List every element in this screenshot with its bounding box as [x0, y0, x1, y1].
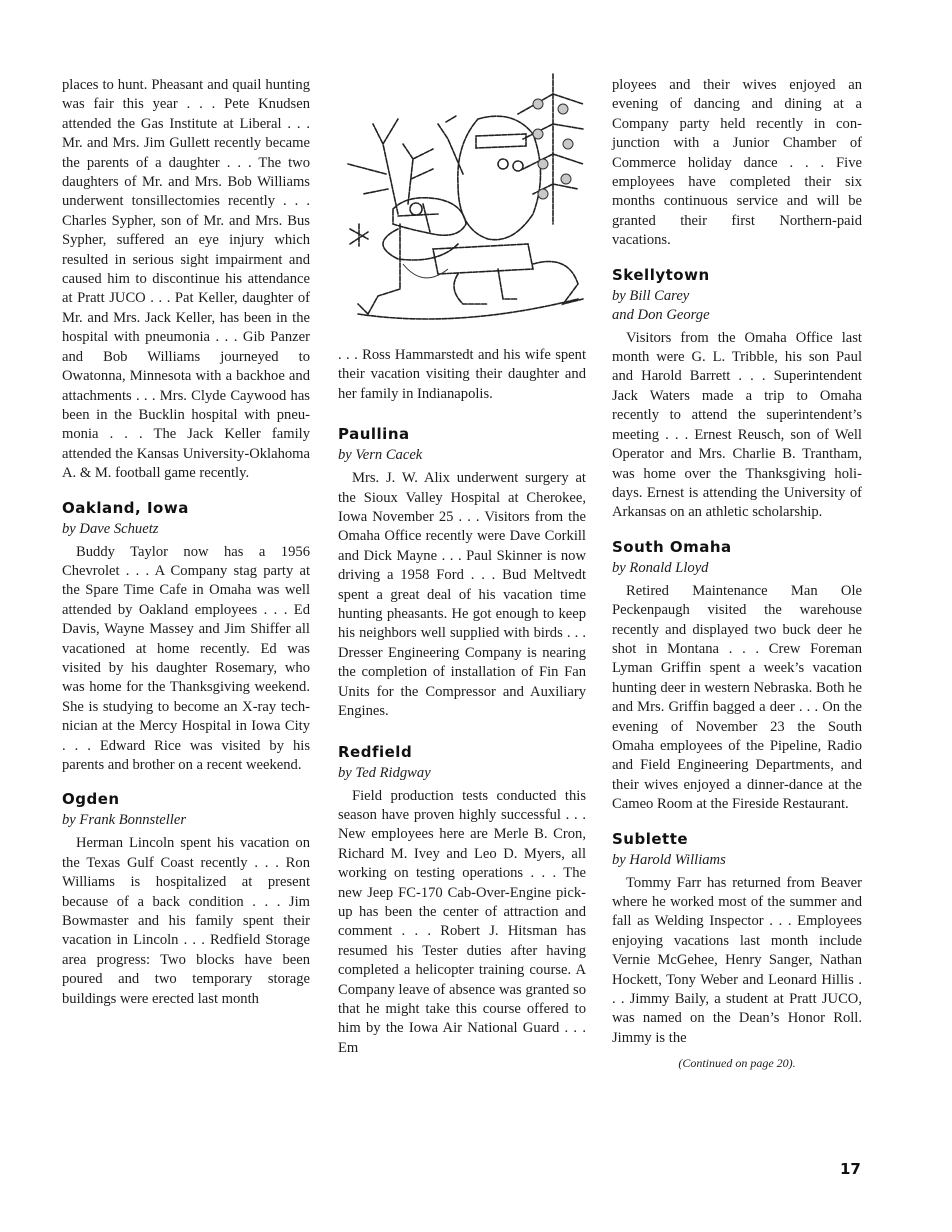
section-byline-line1: by Bill Carey [612, 287, 690, 304]
section-body: Buddy Taylor now has a 1956 Chevrolet . . . A Company stag party at the Spare Time Cafe in Omaha was well attended by Oakland employees . . . Ed Davis, Wayne Massey and Jim Shiffer all vacationed at home recently. Ed was visited by his daughter Rosemary, who was home for the Thanksgiving weekend. She is studying to become an X-ray technician at the Mercy Hospital in Iowa City . . . Edward Rice was visited by his parents and brother on a recent weekend. [62, 543, 310, 773]
continued-note: (Continued on page 20). [678, 1056, 796, 1071]
section-heading: Redfield [338, 742, 413, 761]
section-byline: by Dave Schuetz [62, 520, 159, 537]
section-oakland-iowa [62, 498, 310, 776]
column3-intro-paragraph: ployees and their wives enjoyed an evening of dancing and dining at a Company party held recently in conjunction with a Junior Chamber of Commerce holiday dance . . . Five employees have completed their six months continuous service and will be granted their first Northern-paid vacations. [612, 77, 862, 249]
page-number: 17 [840, 1160, 861, 1178]
santa-reindeer-illustration [338, 64, 588, 334]
section-body: Herman Lincoln spent his vacation on the Texas Gulf Coast recently . . . Ron Williams is hospitalized at present because of a back condition . . . Jim Bowmaster and his family spent their vacation in Lincoln . . . Redfield Storage area progress: Two blocks have been poured and two temporary storage buildings were erected last month [62, 835, 310, 1007]
section-ogden [62, 789, 310, 1009]
column-1 [62, 76, 310, 1009]
section-byline: by Ted Ridgway [338, 764, 431, 781]
section-heading: Paullina [338, 425, 410, 444]
section-heading: Oakland, Iowa [62, 498, 189, 517]
column-3 [612, 76, 862, 1074]
section-body: Tommy Farr has returned from Beaver where he worked most of the summer and fall as Welding Inspector . . . Employees enjoying vacations last month include Vernie McGehee, Henry Sanger, Nathan Hockett, Tony Weber and Leonard Hillis . . . Jimmy Baily, a student at Pratt JUCO, was named on the Dean’s Honor Roll. Jimmy is the [612, 874, 862, 1046]
section-paullina [338, 424, 586, 721]
section-heading: Sublette [612, 829, 689, 848]
section-body: Retired Maintenance Man Ole Peckenpaugh visited the warehouse recently and displayed two buck deer he shot in Montana . . . Crew Foreman Lyman Griffin spent a week’s vacation hunting deer in western Nebraska. Both he and Mrs. Griffin bagged a deer . . . On the evening of November 23 the South Omaha employees of the Pipeline, Radio and Field Engineering Departments, and their wives enjoyed a dinner-dance at the Cameo Room at the Fireside Restaurant. [612, 582, 862, 813]
column1-intro-paragraph: places to hunt. Pheasant and quail hunting was fair this year . . . Pete Knudsen attended the Gas Institute at Liberal . . . Mr. and Mrs. Jim Gullett recently became the parents of a daughter . . . The two daughters of Mr. and Mrs. Bob Williams underwent tonsillectomies recently . . . Charles Sypher, son of Mr. and Mrs. Bus Sypher, suffered an eye injury which resulted in serious sight impairment and caused him to discontinue his attendance at Pratt JUCO . . . Pat Keller, daughter of Mr. and Mrs. Jack Keller, has been in the hospital with pneumonia . . . Gib Panzer and Bob Williams journeyed to Owatonna, Minnesota with a backhoe and attachments . . . Mrs. Clyde Caywood has been in the Bucklin hospital with pneumonia . . . The Jack Keller family attended the Kansas University-Oklahoma A. & M. football game recently. [62, 77, 310, 482]
section-heading: South Omaha [612, 537, 732, 556]
section-body: Mrs. J. W. Alix underwent surgery at the Sioux Valley Hospital at Cherokee, Iowa November 25 . . . Visitors from the Omaha Office recently were Dave Corkill and Dick Mayne . . . Paul Skinner is now driving a 1958 Ford . . . Bud Meltvedt spent a great deal of his vacation time hunting pheasants. He got enough to keep his neighbors well supplied with birds . . . Dresser Engineering Company is nearing the completion of installation of Fin Fan Units for the Compressor and Auxiliary Engines. [338, 470, 586, 720]
section-byline [612, 287, 862, 306]
column-2 [338, 76, 586, 1058]
section-heading: Ogden [62, 790, 120, 809]
section-byline: by Frank Bonnsteller [62, 812, 187, 829]
section-byline: by Vern Cacek [338, 447, 423, 464]
section-skellytown [612, 265, 862, 523]
section-redfield [338, 742, 586, 1059]
section-heading: Skellytown [612, 265, 710, 284]
column2-intro-paragraph: . . . Ross Hammarstedt and his wife spent their vacation visiting their daughter and her family in Indianapolis. [338, 347, 586, 402]
section-byline: by Harold Williams [612, 851, 726, 868]
section-byline-line2: and Don George [612, 306, 710, 323]
section-south-omaha [612, 537, 862, 815]
section-byline: by Ronald Lloyd [612, 559, 709, 576]
section-body: Field production tests conducted this season have proven highly successful . . . New employees here are Merle B. Cron, Richard M. Ivey and Leo D. Myers, all working on testing operations . . . The new Jeep FC-170 Cab-Over-Engine pick-up has been the center of attraction and comment . . . Robert J. Hitsman has resumed his Tester duties after having completed a helicopter training course. A Company leave of absence was granted so that he might take this course offered to him by the Iowa Air National Guard . . . Em [338, 787, 586, 1056]
section-body: Visitors from the Omaha Office last month were G. L. Tribble, his son Paul and Harold Barrett . . . Superintendent Jack Waters made a trip to Omaha recently to attend the superintendent’s meeting . . . Ernest Reusch, son of Well Operator and Mrs. Charlie B. Trantham, was home over the Thanksgiving holidays. Ernest is attending the University of Arkansas on an athletic scholarship. [612, 329, 862, 521]
section-sublette [612, 829, 862, 1049]
